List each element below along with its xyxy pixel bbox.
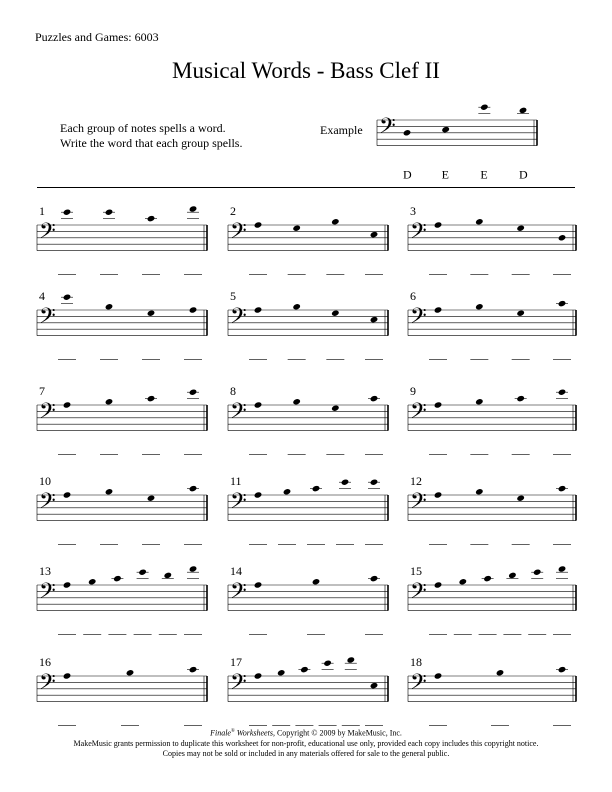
note-head (63, 401, 72, 408)
bass-clef-icon: 𝄢 (230, 579, 247, 609)
example-staff (377, 104, 537, 182)
note-head (63, 491, 72, 498)
bass-clef-icon: 𝄢 (230, 489, 247, 519)
footer-copyright: , Copyright © 2009 by MakeMusic, Inc. (272, 728, 402, 738)
puzzle-number: 18 (410, 655, 422, 669)
note-head (283, 488, 292, 495)
note-head (475, 218, 484, 225)
note-head (516, 225, 525, 232)
note-head (475, 488, 484, 495)
puzzle-number: 16 (39, 655, 51, 669)
bass-clef-icon: 𝄢 (379, 114, 396, 144)
footer (0, 727, 612, 759)
note-head (370, 682, 379, 689)
puzzle-number: 8 (230, 384, 236, 398)
puzzle-1 (37, 204, 207, 275)
instruction-line-2: Write the word that each group spells. (60, 136, 243, 150)
puzzle-number: 15 (410, 564, 422, 578)
puzzle-6 (408, 289, 576, 360)
note-head (496, 669, 505, 676)
note-head (254, 221, 263, 228)
bass-clef-icon: 𝄢 (410, 579, 427, 609)
note-head (312, 578, 321, 585)
bass-clef-icon: 𝄢 (230, 219, 247, 249)
note-head (254, 401, 263, 408)
note-head (164, 572, 173, 579)
puzzle-14 (228, 564, 388, 635)
bass-clef-icon: 𝄢 (39, 670, 56, 700)
note-head (189, 306, 198, 313)
worksheet-code: Puzzles and Games: 6003 (35, 30, 159, 44)
note-head (88, 578, 97, 585)
note-head (189, 205, 198, 212)
footer-reg: ® (230, 729, 235, 734)
puzzle-16 (37, 655, 207, 726)
bass-clef-icon: 𝄢 (230, 304, 247, 334)
bass-clef-icon: 𝄢 (230, 399, 247, 429)
note-head (434, 221, 443, 228)
note-head (63, 672, 72, 679)
puzzle-number: 14 (230, 564, 242, 578)
puzzle-15 (408, 564, 576, 635)
note-head (331, 310, 340, 317)
puzzle-5 (228, 289, 388, 360)
bass-clef-icon: 𝄢 (39, 399, 56, 429)
puzzle-number: 4 (39, 289, 45, 303)
note-head (147, 310, 156, 317)
puzzle-7 (37, 384, 207, 455)
note-head (434, 672, 443, 679)
puzzle-11 (228, 474, 388, 545)
instruction-line-1: Each group of notes spells a word. (60, 121, 226, 135)
footer-line-1 (0, 727, 612, 739)
puzzle-number: 1 (39, 204, 45, 218)
note-head (254, 672, 263, 679)
puzzle-18 (408, 655, 576, 726)
puzzle-10 (37, 474, 207, 545)
puzzle-3 (408, 204, 576, 275)
note-head (292, 398, 301, 405)
note-head (189, 565, 198, 572)
bass-clef-icon: 𝄢 (230, 670, 247, 700)
note-head (63, 581, 72, 588)
footer-product: Finale (210, 728, 231, 738)
note-head (516, 495, 525, 502)
puzzle-13 (37, 564, 207, 635)
bass-clef-icon: 𝄢 (39, 489, 56, 519)
note-head (147, 495, 156, 502)
bass-clef-icon: 𝄢 (410, 399, 427, 429)
puzzle-number: 3 (410, 204, 416, 218)
note-head (254, 581, 263, 588)
note-head (516, 310, 525, 317)
note-head (370, 231, 379, 238)
puzzle-number: 2 (230, 204, 236, 218)
example-label: Example (320, 123, 363, 137)
puzzle-number: 9 (410, 384, 416, 398)
note-head (441, 126, 450, 133)
example-staff-lines (377, 104, 537, 146)
puzzle-number: 11 (230, 474, 242, 488)
note-head (347, 656, 356, 663)
puzzle-9 (408, 384, 576, 455)
puzzle-17 (228, 655, 388, 726)
puzzle-number: 12 (410, 474, 422, 488)
note-head (558, 565, 567, 572)
note-head (403, 129, 412, 136)
note-head (105, 303, 114, 310)
footer-line-2: MakeMusic grants permission to duplicate this worksheet for non-profit, educational use only, provided each copy includes this copyright notice. (73, 738, 539, 748)
puzzle-staffs (37, 204, 576, 726)
note-head (331, 218, 340, 225)
page-title: Musical Words - Bass Clef II (172, 58, 440, 83)
example-answer-letter: D (519, 167, 528, 182)
puzzle-12 (408, 474, 576, 545)
note-head (519, 107, 528, 114)
footer-line-3: Copies may not be sold or included in any materials offered for sale to the general public. (162, 748, 450, 758)
note-head (434, 401, 443, 408)
puzzle-4 (37, 289, 207, 360)
puzzle-number: 13 (39, 564, 51, 578)
example-answer-letter: D (403, 167, 412, 182)
example-answer-letter: E (480, 167, 488, 182)
note-head (292, 225, 301, 232)
bass-clef-icon: 𝄢 (39, 304, 56, 334)
note-head (475, 398, 484, 405)
note-head (558, 234, 567, 241)
puzzle-2 (228, 204, 388, 275)
puzzle-number: 10 (39, 474, 51, 488)
note-head (434, 306, 443, 313)
note-head (331, 405, 340, 412)
note-head (370, 316, 379, 323)
note-head (277, 669, 286, 676)
note-head (254, 491, 263, 498)
puzzle-number: 17 (230, 655, 242, 669)
note-head (508, 572, 517, 579)
note-head (475, 303, 484, 310)
note-head (459, 578, 468, 585)
note-head (126, 669, 135, 676)
note-head (254, 306, 263, 313)
bass-clef-icon: 𝄢 (410, 670, 427, 700)
note-head (434, 581, 443, 588)
footer-worksheets: Worksheets (234, 728, 273, 738)
bass-clef-icon: 𝄢 (39, 579, 56, 609)
note-head (105, 488, 114, 495)
note-head (434, 491, 443, 498)
note-head (292, 303, 301, 310)
puzzle-number: 7 (39, 384, 45, 398)
note-head (105, 398, 114, 405)
example-answer-letter: E (441, 167, 450, 182)
puzzle-8 (228, 384, 388, 455)
bass-clef-icon: 𝄢 (410, 304, 427, 334)
bass-clef-icon: 𝄢 (410, 489, 427, 519)
bass-clef-icon: 𝄢 (410, 219, 427, 249)
puzzle-number: 6 (410, 289, 416, 303)
bass-clef-icon: 𝄢 (39, 219, 56, 249)
puzzle-number: 5 (230, 289, 236, 303)
